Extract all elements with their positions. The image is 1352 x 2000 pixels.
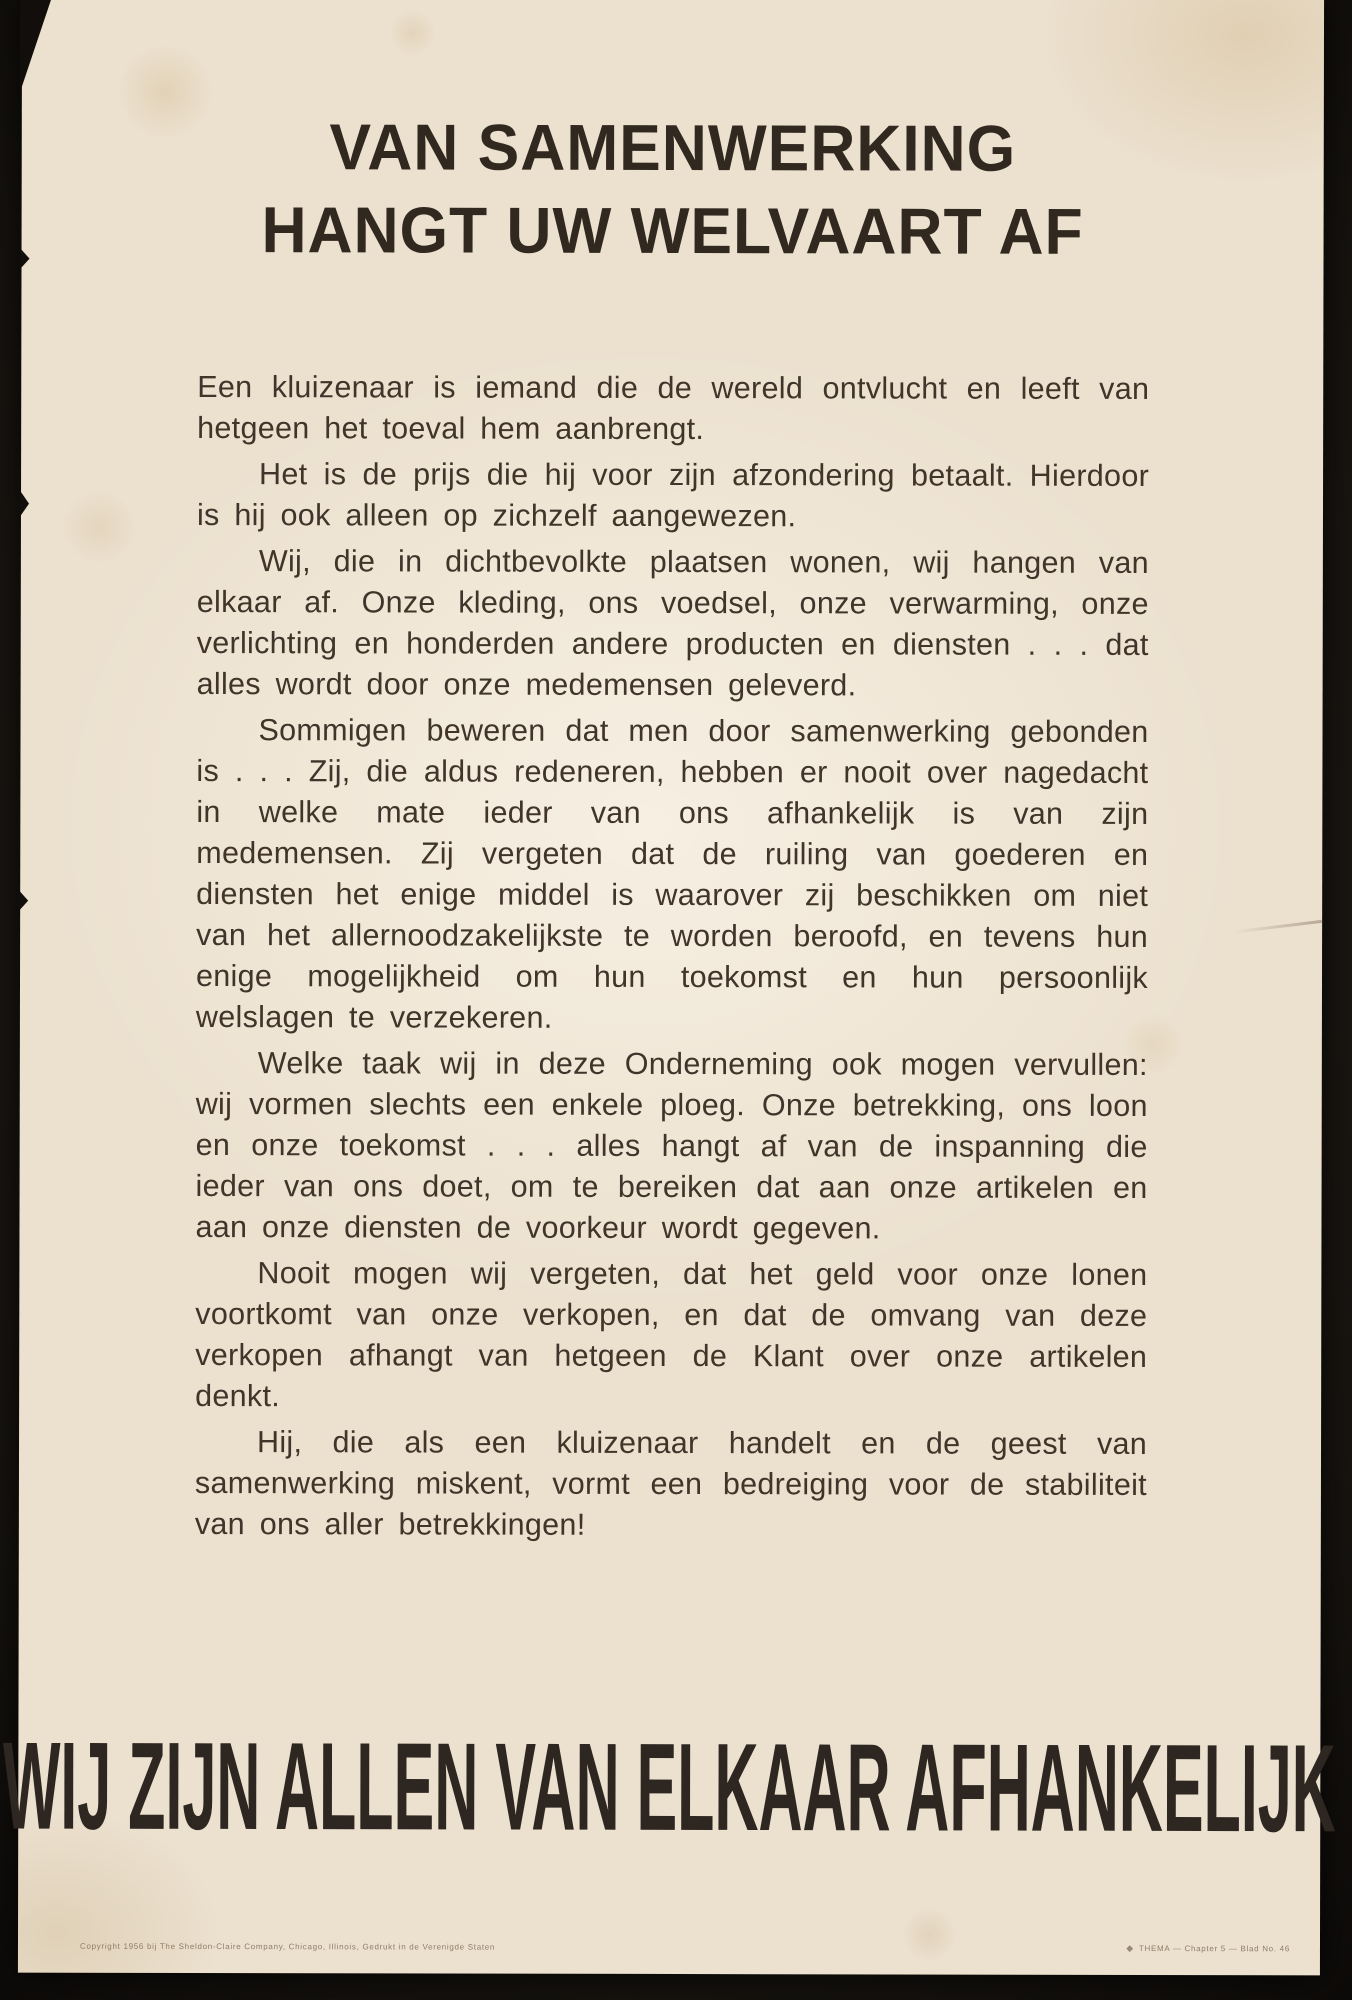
paragraph-we-depend-on-each-other: Wij, die in dichtbevolkte plaatsen wonen, wij hangen van elkaar af. Onze kleding, ons voedsel, onze verwarming, onze verlichting en honderden andere producten en diensten . . . dat alles wordt door onze medemensen geleverd. — [196, 544, 1149, 703]
edge-tear — [20, 491, 29, 517]
poster — [2, 0, 1336, 1975]
paragraph-exchange-of-goods: Sommigen beweren dat men door samenwerking gebonden is . . . Zij, die aldus redeneren, hebben er nooit over nagedacht in welke mate ieder van ons afhankelijk is van zijn medemensen. Zij vergeten dat de ruiling van goederen en diensten het enige middel is waarover zij beschikken om niet van het allernoodzakelijkste te worden beroofd, en tevens hun enige mogelijkheid om hun toekomst en hun persoonlijk welslagen te verzekeren. — [195, 713, 1149, 1035]
edge-tear — [19, 891, 28, 911]
footer-headline-wrap — [2, 1716, 1336, 1858]
footer-headline: WIJ ZIJN ALLEN VAN ELKAAR AFHANKELIJK — [2, 1716, 1336, 1858]
poster-title-line-2: HANGT UW WELVAART AF — [261, 193, 1084, 268]
paragraph-price-of-isolation: Het is de prijs die hij voor zijn afzondering betaalt. Hierdoor is hij ook alleen op zichzelf aangewezen. — [196, 457, 1150, 534]
poster-title — [21, 0, 1324, 273]
publisher-imprint-text: THEMA — Chapter 5 — Blad No. 46 — [1138, 1943, 1290, 1954]
diamond-icon: ◆ — [1126, 1942, 1134, 1953]
paragraph-single-team: Welke taak wij in deze Onderneming ook mogen vervullen: wij vormen slechts een enkele ploeg. Onze betrekking, ons loon en onze toekomst . . . alles hangt af van de inspanning die ieder van ons doet, om te bereiken dat aan onze artikelen en aan onze diensten de voorkeur wordt gegeven. — [195, 1046, 1148, 1246]
publisher-imprint — [1126, 1944, 1290, 1953]
paragraph-wages-from-sales: Nooit mogen wij vergeten, dat het geld voor onze lonen voortkomt van onze verkopen, en dat de omvang van deze verkopen afhangt van hetgeen de Klant over onze artikelen denkt. — [195, 1256, 1148, 1414]
poster-body-text — [195, 367, 1149, 1547]
paragraph-hermit-threat: Hij, die als een kluizenaar handelt en de geest van samenwerking miskent, vormt een bedreiging voor de stabiliteit van ons aller betrekkingen! — [194, 1425, 1148, 1542]
poster-title-line-1: VAN SAMENWERKING — [329, 110, 1017, 185]
copyright-imprint: Copyright 1956 bij The Sheldon-Claire Company, Chicago, Illinois, Gedrukt in de Verenigde Staten — [79, 1941, 496, 1952]
paper-crease — [1232, 920, 1322, 934]
paragraph-hermit-definition: Een kluizenaar is iemand die de wereld ontvlucht en leeft van hetgeen het toeval hem aanbrengt. — [197, 370, 1150, 447]
